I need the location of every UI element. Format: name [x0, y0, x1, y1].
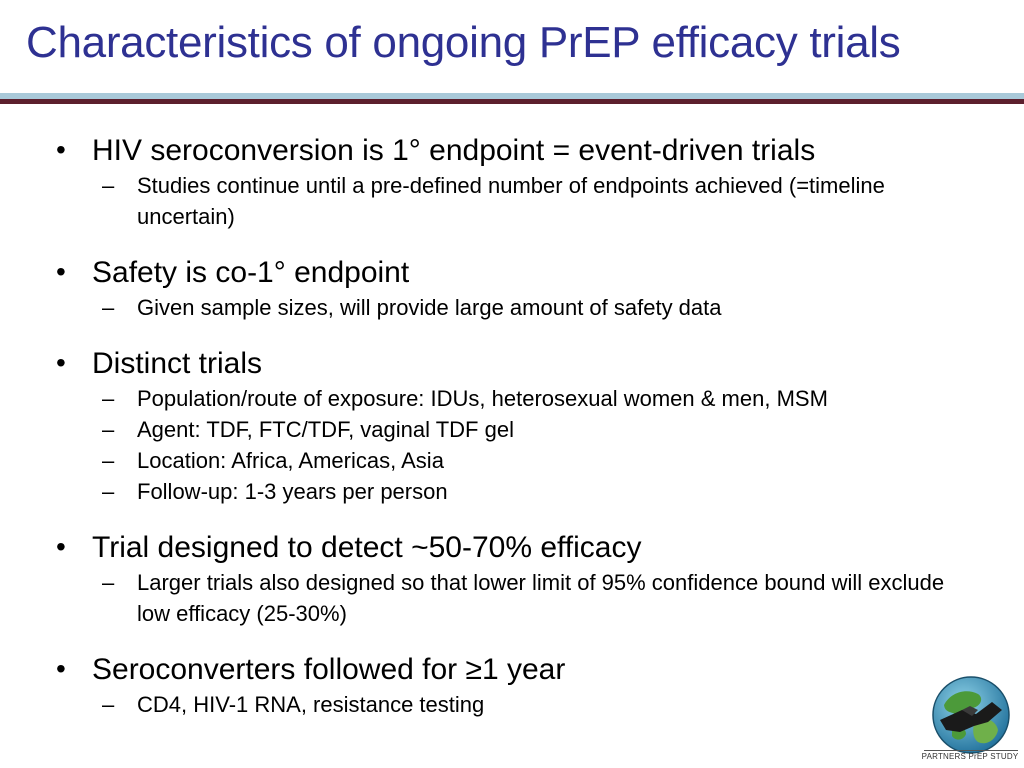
- sub-bullet-dash: –: [102, 692, 115, 717]
- bullet-text: Safety is co-1° endpoint: [92, 256, 410, 289]
- sub-bullet-text: Follow-up: 1-3 years per person: [137, 479, 448, 504]
- sub-bullet-list: [92, 689, 1024, 720]
- bullet-item: [0, 529, 1024, 629]
- sub-bullet-item: [92, 170, 957, 232]
- sub-bullet-dash: –: [102, 295, 115, 320]
- bullet-dot: •: [56, 653, 66, 684]
- sub-bullet-list: [92, 170, 1024, 232]
- sub-bullet-text: Given sample sizes, will provide large amount of safety data: [137, 295, 722, 320]
- globe-handshake-icon: [926, 670, 1016, 762]
- sub-bullet-text: Agent: TDF, FTC/TDF, vaginal TDF gel: [137, 417, 514, 442]
- sub-bullet-dash: –: [102, 479, 115, 504]
- sub-bullet-item: [92, 292, 957, 323]
- bullet-text: Seroconverters followed for ≥1 year: [92, 653, 566, 686]
- bullet-item: [0, 345, 1024, 507]
- sub-bullet-dash: –: [102, 173, 115, 198]
- bullet-text: Distinct trials: [92, 347, 263, 380]
- bullet-dot: •: [56, 347, 66, 378]
- title-divider-dark: [0, 99, 1024, 104]
- sub-bullet-text: Larger trials also designed so that lower limit of 95% confidence bound will exclude low efficacy (25-30%): [137, 570, 945, 626]
- logo-divider: [924, 750, 1018, 751]
- bullet-item: [0, 651, 1024, 720]
- sub-bullet-list: [92, 292, 1024, 323]
- sub-bullet-text: Studies continue until a pre-defined number of endpoints achieved (=timeline uncertain): [137, 173, 885, 229]
- sub-bullet-text: CD4, HIV-1 RNA, resistance testing: [137, 692, 485, 717]
- bullet-text: HIV seroconversion is 1° endpoint = event-driven trials: [92, 134, 816, 167]
- bullet-dot: •: [56, 256, 66, 287]
- sub-bullet-item: [92, 567, 957, 629]
- bullet-item: [0, 254, 1024, 323]
- sub-bullet-list: [92, 383, 1024, 507]
- bullet-text: Trial designed to detect ~50-70% efficacy: [92, 531, 642, 564]
- sub-bullet-dash: –: [102, 417, 115, 442]
- sub-bullet-dash: –: [102, 448, 115, 473]
- sub-bullet-text: Population/route of exposure: IDUs, heterosexual women & men, MSM: [137, 386, 828, 411]
- bullet-list: [0, 132, 1024, 742]
- logo-caption: PARTNERS PrEP STUDY: [921, 752, 1019, 761]
- sub-bullet-item: [92, 689, 957, 720]
- bullet-dot: •: [56, 531, 66, 562]
- bullet-item: [0, 132, 1024, 232]
- sub-bullet-item: [92, 476, 957, 507]
- sub-bullet-text: Location: Africa, Americas, Asia: [137, 448, 444, 473]
- sub-bullet-dash: –: [102, 570, 115, 595]
- sub-bullet-item: [92, 414, 957, 445]
- bullet-dot: •: [56, 134, 66, 165]
- sub-bullet-dash: –: [102, 386, 115, 411]
- sub-bullet-item: [92, 445, 957, 476]
- sub-bullet-item: [92, 383, 957, 414]
- slide-title: Characteristics of ongoing PrEP efficacy trials: [26, 18, 901, 67]
- sub-bullet-list: [92, 567, 1024, 629]
